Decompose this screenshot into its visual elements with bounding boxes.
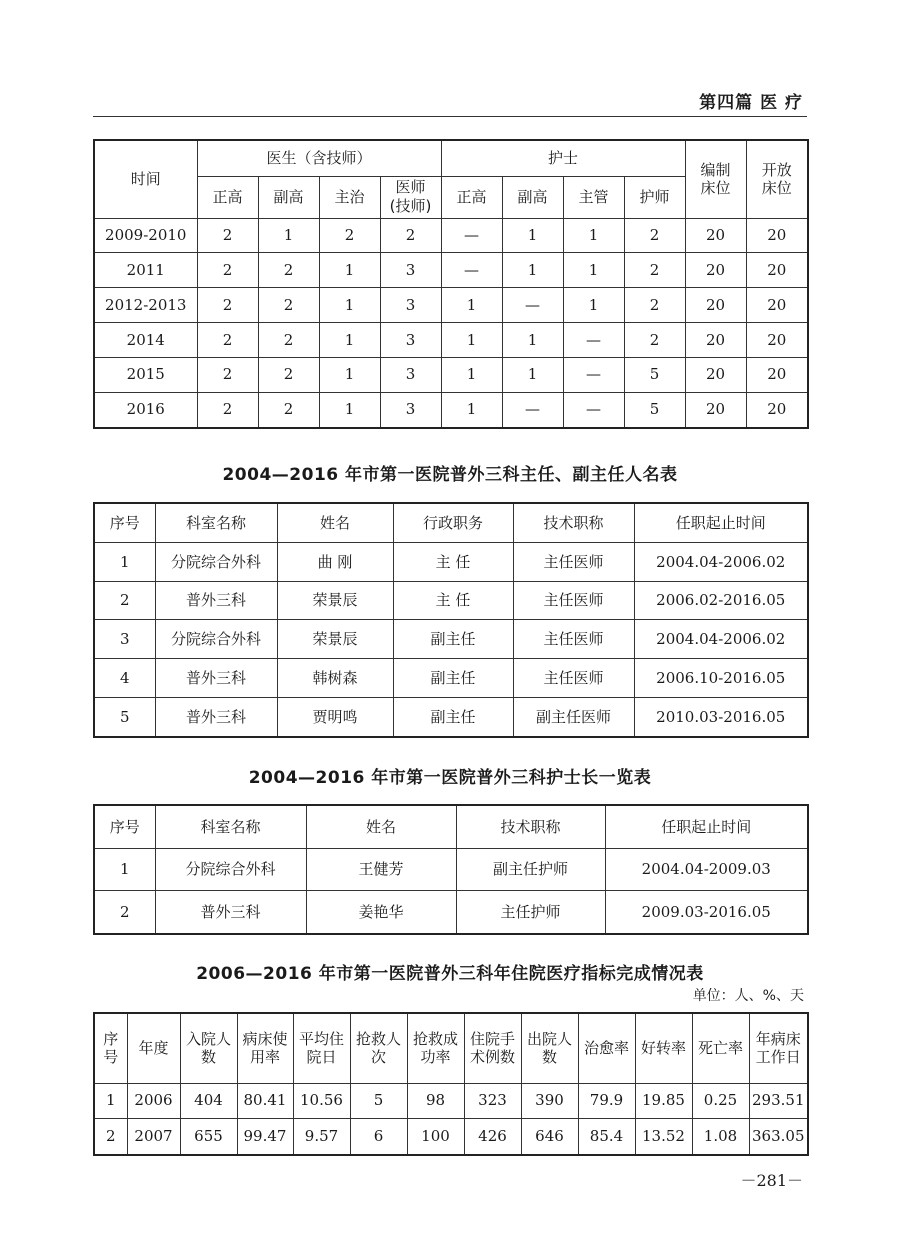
column-header: 姓名	[277, 503, 393, 543]
table-cell: 3	[380, 323, 441, 358]
table-cell: 10.56	[293, 1083, 350, 1119]
table-cell: 主任医师	[513, 620, 634, 659]
table-cell: 20	[746, 253, 808, 288]
column-header: 抢救成功率	[407, 1013, 464, 1083]
table-row	[94, 659, 808, 698]
table-cell: 1	[502, 323, 563, 358]
caption-head-nurse-table: 2004—2016 年市第一医院普外三科护士长一览表	[248, 768, 652, 788]
col-subheader: 护师	[624, 176, 685, 218]
table-cell: 普外三科	[155, 581, 277, 620]
table-cell: 姜艳华	[306, 891, 456, 934]
column-header: 技术职称	[456, 805, 605, 848]
col-subheader: 主治	[319, 176, 380, 218]
table-cell: 2004.04-2006.02	[634, 543, 808, 582]
table-cell: 426	[464, 1119, 521, 1155]
table-cell: 20	[746, 218, 808, 253]
column-header: 病床使用率	[237, 1013, 293, 1083]
table-cell: 1	[441, 392, 502, 428]
table-cell: 2009-2010	[94, 218, 197, 253]
table-cell: 主 任	[393, 581, 513, 620]
table-cell: 韩树森	[277, 659, 393, 698]
table-row	[94, 1083, 808, 1119]
table-cell: 2	[258, 323, 319, 358]
column-header: 任职起止时间	[605, 805, 808, 848]
table-cell: 646	[521, 1119, 578, 1155]
table-cell: 13.52	[635, 1119, 692, 1155]
table-cell: 普外三科	[155, 659, 277, 698]
table-cell: 363.05	[749, 1119, 808, 1155]
table-cell: 20	[685, 218, 746, 253]
table-cell: 20	[746, 288, 808, 323]
table-cell: 2	[624, 288, 685, 323]
col-subheader: 正高	[441, 176, 502, 218]
table-cell: 2	[197, 357, 258, 392]
table-cell: —	[502, 392, 563, 428]
table-cell: 1	[319, 357, 380, 392]
table-cell: —	[563, 323, 624, 358]
column-header: 死亡率	[692, 1013, 749, 1083]
table-cell: 2	[319, 218, 380, 253]
column-header: 序号	[94, 1013, 127, 1083]
table-cell: 普外三科	[155, 891, 306, 934]
staff-bed-table	[93, 139, 809, 429]
column-header: 年度	[127, 1013, 180, 1083]
table-cell: 99.47	[237, 1119, 293, 1155]
table-cell: 2	[258, 288, 319, 323]
table-cell: 分院综合外科	[155, 620, 277, 659]
table-cell: —	[563, 392, 624, 428]
table-cell: 2011	[94, 253, 197, 288]
table-row	[94, 543, 808, 582]
table-cell: 1	[319, 323, 380, 358]
table-cell: 390	[521, 1083, 578, 1119]
table-cell: 1	[563, 253, 624, 288]
table-cell: 20	[685, 323, 746, 358]
table-cell: 2	[258, 253, 319, 288]
table-cell: 王健芳	[306, 848, 456, 890]
table-cell: 3	[380, 288, 441, 323]
col-subheader: 主管	[563, 176, 624, 218]
caption-director-table: 2004—2016 年市第一医院普外三科主任、副主任人名表	[222, 465, 678, 485]
table-cell: 2	[258, 392, 319, 428]
column-header: 入院人数	[180, 1013, 237, 1083]
table-cell: 20	[685, 357, 746, 392]
table-row	[94, 1119, 808, 1155]
table-cell: 荣景辰	[277, 620, 393, 659]
table-cell: 5	[350, 1083, 407, 1119]
table-cell: 2	[94, 891, 155, 934]
table-cell: 1	[319, 392, 380, 428]
table-cell: 2004.04-2009.03	[605, 848, 808, 890]
table-row	[94, 697, 808, 737]
table-cell: 1	[563, 218, 624, 253]
table-cell: 5	[94, 697, 155, 737]
table-cell: 1	[502, 253, 563, 288]
table-cell: 主任护师	[456, 891, 605, 934]
col-subheader: 医师(技师)	[380, 176, 441, 218]
table-cell: 2006.02-2016.05	[634, 581, 808, 620]
table-cell: 2007	[127, 1119, 180, 1155]
table-cell: 贾明鸣	[277, 697, 393, 737]
table-cell: 1	[563, 288, 624, 323]
table-cell: 2	[380, 218, 441, 253]
table-cell: 1.08	[692, 1119, 749, 1155]
header-row	[94, 805, 808, 848]
table-cell: 2	[197, 323, 258, 358]
table-cell: 1	[258, 218, 319, 253]
table-cell: 2006	[127, 1083, 180, 1119]
table-row	[94, 357, 808, 392]
column-header: 好转率	[635, 1013, 692, 1083]
table-cell: 2	[94, 1119, 127, 1155]
table-cell: 1	[441, 288, 502, 323]
header-divider	[93, 116, 807, 117]
table-cell: 5	[624, 392, 685, 428]
table-row	[94, 581, 808, 620]
table-cell: 主任医师	[513, 581, 634, 620]
table-cell: 2010.03-2016.05	[634, 697, 808, 737]
table-cell: 2014	[94, 323, 197, 358]
table-cell: 80.41	[237, 1083, 293, 1119]
table-cell: 5	[624, 357, 685, 392]
table-cell: 2	[197, 253, 258, 288]
table-cell: 2004.04-2006.02	[634, 620, 808, 659]
column-header: 行政职务	[393, 503, 513, 543]
table-row	[94, 891, 808, 934]
column-header: 序号	[94, 503, 155, 543]
director-table	[93, 502, 809, 738]
table-cell: 1	[94, 543, 155, 582]
indicator-table	[93, 1012, 809, 1156]
table-cell: 分院综合外科	[155, 543, 277, 582]
table-cell: 85.4	[578, 1119, 635, 1155]
table-cell: 副主任	[393, 620, 513, 659]
table-cell: 主任医师	[513, 659, 634, 698]
table-cell: 主 任	[393, 543, 513, 582]
table-cell: 2	[624, 323, 685, 358]
table-cell: 2016	[94, 392, 197, 428]
table-cell: 404	[180, 1083, 237, 1119]
table-cell: 3	[380, 392, 441, 428]
table-cell: 20	[746, 323, 808, 358]
column-header: 抢救人次	[350, 1013, 407, 1083]
table-cell: 1	[94, 1083, 127, 1119]
column-header: 科室名称	[155, 503, 277, 543]
col-subheader: 正高	[197, 176, 258, 218]
table-cell: 0.25	[692, 1083, 749, 1119]
column-header: 住院手术例数	[464, 1013, 521, 1083]
table-cell: 79.9	[578, 1083, 635, 1119]
column-header: 科室名称	[155, 805, 306, 848]
column-header: 序号	[94, 805, 155, 848]
table-cell: 分院综合外科	[155, 848, 306, 890]
table-cell: 2	[624, 253, 685, 288]
col-subheader: 副高	[502, 176, 563, 218]
column-header: 出院人数	[521, 1013, 578, 1083]
table-row	[94, 253, 808, 288]
table-cell: 20	[685, 253, 746, 288]
unit-label: 单位：人、%、天	[692, 988, 804, 1004]
table-cell: 3	[380, 253, 441, 288]
table-cell: 1	[94, 848, 155, 890]
table-cell: 普外三科	[155, 697, 277, 737]
table-cell: 1	[441, 357, 502, 392]
section-title: 第四篇 医 疗	[699, 93, 803, 113]
header-row	[94, 1013, 808, 1083]
col-subheader: 副高	[258, 176, 319, 218]
table-cell: 1	[502, 357, 563, 392]
header-row	[94, 503, 808, 543]
table-cell: 副主任	[393, 697, 513, 737]
caption-indicator-table: 2006—2016 年市第一医院普外三科年住院医疗指标完成情况表	[196, 964, 704, 984]
table-cell: 20	[685, 392, 746, 428]
table-cell: 20	[746, 357, 808, 392]
table-cell: 19.85	[635, 1083, 692, 1119]
table-cell: 副主任医师	[513, 697, 634, 737]
table-cell: 2006.10-2016.05	[634, 659, 808, 698]
table-cell: 3	[94, 620, 155, 659]
table-cell: —	[502, 288, 563, 323]
table-cell: 2	[197, 392, 258, 428]
table-cell: 20	[685, 288, 746, 323]
table-cell: —	[563, 357, 624, 392]
table-cell: 1	[441, 323, 502, 358]
column-header: 任职起止时间	[634, 503, 808, 543]
table-cell: 6	[350, 1119, 407, 1155]
table-cell: 20	[746, 392, 808, 428]
column-header: 年病床工作日	[749, 1013, 808, 1083]
table-cell: 2	[197, 288, 258, 323]
head-nurse-table	[93, 804, 809, 935]
table-cell: 副主任护师	[456, 848, 605, 890]
table-cell: 副主任	[393, 659, 513, 698]
col-open-beds: 开放床位	[746, 140, 808, 218]
table-cell: 3	[380, 357, 441, 392]
col-nurse-group: 护士	[441, 140, 685, 176]
col-planned-beds: 编制床位	[685, 140, 746, 218]
column-header: 姓名	[306, 805, 456, 848]
column-header: 平均住院日	[293, 1013, 350, 1083]
table-cell: 98	[407, 1083, 464, 1119]
col-time: 时间	[94, 140, 197, 218]
table-cell: 曲 刚	[277, 543, 393, 582]
table-row	[94, 288, 808, 323]
column-header: 治愈率	[578, 1013, 635, 1083]
table-cell: 2	[624, 218, 685, 253]
table-cell: 9.57	[293, 1119, 350, 1155]
column-header: 技术职称	[513, 503, 634, 543]
table-cell: 2	[258, 357, 319, 392]
table-cell: 293.51	[749, 1083, 808, 1119]
table-cell: 4	[94, 659, 155, 698]
table-cell: 2	[94, 581, 155, 620]
table-row	[94, 848, 808, 890]
table-cell: 主任医师	[513, 543, 634, 582]
table-cell: —	[441, 253, 502, 288]
table-cell: 2012-2013	[94, 288, 197, 323]
table-row	[94, 323, 808, 358]
col-doctor-group: 医生（含技师）	[197, 140, 441, 176]
table-cell: 1	[502, 218, 563, 253]
table-cell: 荣景辰	[277, 581, 393, 620]
table-cell: 2015	[94, 357, 197, 392]
table-cell: 2009.03-2016.05	[605, 891, 808, 934]
table-cell: 2	[197, 218, 258, 253]
table-cell: 655	[180, 1119, 237, 1155]
table-row	[94, 218, 808, 253]
table-row	[94, 620, 808, 659]
table-row	[94, 392, 808, 428]
table-cell: 100	[407, 1119, 464, 1155]
table-cell: 1	[319, 288, 380, 323]
table-cell: —	[441, 218, 502, 253]
table-cell: 323	[464, 1083, 521, 1119]
page-number: －281－	[740, 1171, 803, 1190]
table-cell: 1	[319, 253, 380, 288]
